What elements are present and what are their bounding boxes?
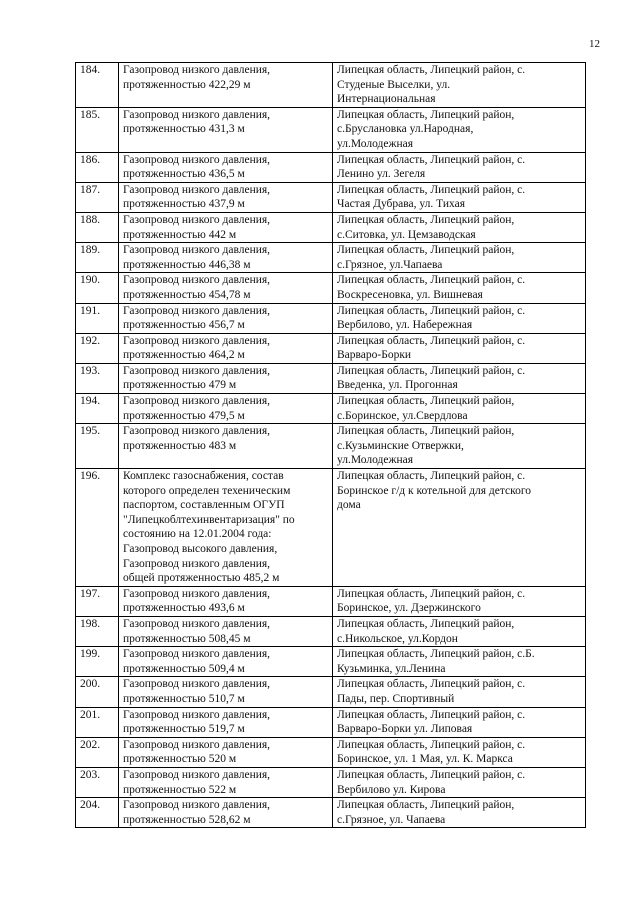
address-cell: Липецкая область, Липецкий район, с.Б. Кузьминка, ул.Ленина bbox=[333, 647, 586, 677]
table-row bbox=[76, 616, 586, 646]
object-name-cell: Газопровод низкого давления, протяженностью 464,2 м bbox=[119, 333, 333, 363]
row-number-cell: 185. bbox=[76, 107, 119, 152]
address-cell: Липецкая область, Липецкий район, с. Пады, пер. Спортивный bbox=[333, 677, 586, 707]
object-name-cell: Газопровод низкого давления, протяженностью 510,7 м bbox=[119, 677, 333, 707]
table-row bbox=[76, 182, 586, 212]
row-number-cell: 189. bbox=[76, 243, 119, 273]
table-row bbox=[76, 767, 586, 797]
object-name-cell: Газопровод низкого давления, протяженностью 454,78 м bbox=[119, 273, 333, 303]
address-cell: Липецкая область, Липецкий район, с.Кузьминские Отвержки, ул.Молодежная bbox=[333, 424, 586, 469]
row-number-cell: 188. bbox=[76, 212, 119, 242]
address-cell: Липецкая область, Липецкий район, с.Никольское, ул.Кордон bbox=[333, 616, 586, 646]
row-number-cell: 186. bbox=[76, 152, 119, 182]
row-number-cell: 187. bbox=[76, 182, 119, 212]
row-number-cell: 193. bbox=[76, 363, 119, 393]
object-name-cell: Газопровод низкого давления, протяженностью 446,38 м bbox=[119, 243, 333, 273]
table-row bbox=[76, 212, 586, 242]
address-cell: Липецкая область, Липецкий район, с. Вербилово ул. Кирова bbox=[333, 767, 586, 797]
address-cell: Липецкая область, Липецкий район, с. Ленино ул. Зегеля bbox=[333, 152, 586, 182]
address-cell: Липецкая область, Липецкий район, с. Студеные Выселки, ул. Интернациональная bbox=[333, 63, 586, 108]
object-name-cell: Газопровод низкого давления, протяженностью 456,7 м bbox=[119, 303, 333, 333]
row-number-cell: 197. bbox=[76, 586, 119, 616]
table-row bbox=[76, 424, 586, 469]
object-name-cell: Газопровод низкого давления, протяженностью 431,3 м bbox=[119, 107, 333, 152]
object-name-cell: Газопровод низкого давления, протяженностью 528,62 м bbox=[119, 798, 333, 828]
table-row bbox=[76, 243, 586, 273]
object-name-cell: Газопровод низкого давления, протяженностью 437,9 м bbox=[119, 182, 333, 212]
object-name-cell: Газопровод низкого давления, протяженностью 436,5 м bbox=[119, 152, 333, 182]
table-row bbox=[76, 469, 586, 587]
address-cell: Липецкая область, Липецкий район, с.Бруслановка ул.Народная, ул.Молодежная bbox=[333, 107, 586, 152]
row-number-cell: 201. bbox=[76, 707, 119, 737]
address-cell: Липецкая область, Липецкий район, с. Боринское г/д к котельной для детского дома bbox=[333, 469, 586, 587]
address-cell: Липецкая область, Липецкий район, с. Вербилово, ул. Набережная bbox=[333, 303, 586, 333]
table-row bbox=[76, 303, 586, 333]
row-number-cell: 195. bbox=[76, 424, 119, 469]
address-cell: Липецкая область, Липецкий район, с. Введенка, ул. Прогонная bbox=[333, 363, 586, 393]
row-number-cell: 200. bbox=[76, 677, 119, 707]
page-number: 12 bbox=[589, 38, 600, 50]
registry-body bbox=[76, 63, 586, 828]
row-number-cell: 190. bbox=[76, 273, 119, 303]
address-cell: Липецкая область, Липецкий район, с. Варваро-Борки bbox=[333, 333, 586, 363]
address-cell: Липецкая область, Липецкий район, с. Воскресеновка, ул. Вишневая bbox=[333, 273, 586, 303]
object-name-cell: Газопровод низкого давления, протяженностью 508,45 м bbox=[119, 616, 333, 646]
table-row bbox=[76, 677, 586, 707]
table-row bbox=[76, 394, 586, 424]
address-cell: Липецкая область, Липецкий район, с.Грязное, ул. Чапаева bbox=[333, 798, 586, 828]
address-cell: Липецкая область, Липецкий район, с. Боринское, ул. Дзержинского bbox=[333, 586, 586, 616]
address-cell: Липецкая область, Липецкий район, с. Варваро-Борки ул. Липовая bbox=[333, 707, 586, 737]
object-name-cell: Газопровод низкого давления, протяженностью 479,5 м bbox=[119, 394, 333, 424]
object-name-cell: Газопровод низкого давления, протяженностью 483 м bbox=[119, 424, 333, 469]
row-number-cell: 204. bbox=[76, 798, 119, 828]
object-name-cell: Газопровод низкого давления, протяженностью 509,4 м bbox=[119, 647, 333, 677]
table-row bbox=[76, 586, 586, 616]
object-name-cell: Газопровод низкого давления, протяженностью 479 м bbox=[119, 363, 333, 393]
object-name-cell: Газопровод низкого давления, протяженностью 422,29 м bbox=[119, 63, 333, 108]
address-cell: Липецкая область, Липецкий район, с.Боринское, ул.Свердлова bbox=[333, 394, 586, 424]
property-registry-table bbox=[75, 62, 586, 828]
table-row bbox=[76, 152, 586, 182]
table-row bbox=[76, 707, 586, 737]
object-name-cell: Газопровод низкого давления, протяженностью 520 м bbox=[119, 737, 333, 767]
object-name-cell: Комплекс газоснабжения, состав которого определен техеническим паспортом, составленным ОГУП "Липецкоблтехинвентаризация" по состоянию на 12.01.2004 года: Газопровод высокого давления, Газопровод низкого давления, общей протяженностью 485,2 м bbox=[119, 469, 333, 587]
row-number-cell: 196. bbox=[76, 469, 119, 587]
object-name-cell: Газопровод низкого давления, протяженностью 519,7 м bbox=[119, 707, 333, 737]
table-row bbox=[76, 363, 586, 393]
table-row bbox=[76, 273, 586, 303]
address-cell: Липецкая область, Липецкий район, с.Грязное, ул.Чапаева bbox=[333, 243, 586, 273]
table-row bbox=[76, 798, 586, 828]
object-name-cell: Газопровод низкого давления, протяженностью 522 м bbox=[119, 767, 333, 797]
row-number-cell: 184. bbox=[76, 63, 119, 108]
object-name-cell: Газопровод низкого давления, протяженностью 442 м bbox=[119, 212, 333, 242]
object-name-cell: Газопровод низкого давления, протяженностью 493,6 м bbox=[119, 586, 333, 616]
address-cell: Липецкая область, Липецкий район, с. Частая Дубрава, ул. Тихая bbox=[333, 182, 586, 212]
row-number-cell: 203. bbox=[76, 767, 119, 797]
table-row bbox=[76, 107, 586, 152]
row-number-cell: 198. bbox=[76, 616, 119, 646]
row-number-cell: 191. bbox=[76, 303, 119, 333]
row-number-cell: 202. bbox=[76, 737, 119, 767]
table-row bbox=[76, 737, 586, 767]
table-row bbox=[76, 63, 586, 108]
table-row bbox=[76, 647, 586, 677]
table-row bbox=[76, 333, 586, 363]
row-number-cell: 192. bbox=[76, 333, 119, 363]
address-cell: Липецкая область, Липецкий район, с. Боринское, ул. 1 Мая, ул. К. Маркса bbox=[333, 737, 586, 767]
row-number-cell: 194. bbox=[76, 394, 119, 424]
row-number-cell: 199. bbox=[76, 647, 119, 677]
address-cell: Липецкая область, Липецкий район, с.Ситовка, ул. Цемзаводская bbox=[333, 212, 586, 242]
